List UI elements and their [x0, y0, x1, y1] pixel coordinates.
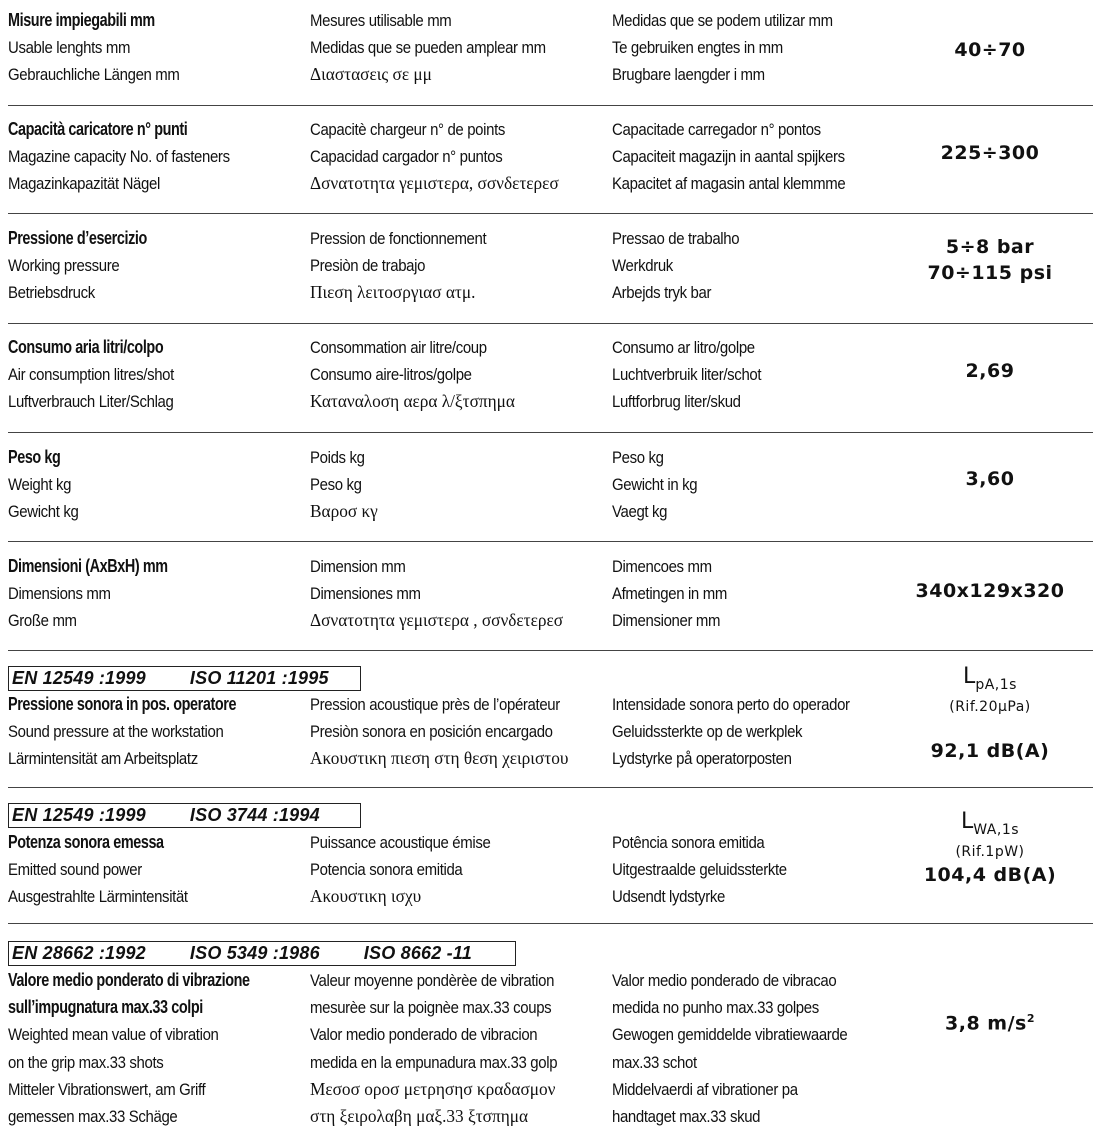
row-text: medida no punho max.33 golpes: [612, 998, 819, 1018]
french-spanish-greek-column: [310, 444, 610, 526]
row-title: Potenza sonora emessa: [8, 832, 164, 852]
row-text: Ausgestrahlte Lärmintensität: [8, 887, 188, 907]
spec-value: 40÷70: [954, 39, 1026, 61]
row-text: Luftverbrauch Liter/Schlag: [8, 392, 174, 412]
row-text: Mitteler Vibrationswert, am Griff: [8, 1079, 206, 1099]
italian-english-german-column: [8, 116, 308, 198]
row-text: Große mm: [8, 611, 77, 631]
row-text: Sound pressure at the workstation: [8, 722, 224, 742]
row-text: Werkdruk: [612, 256, 673, 276]
row-text: Consumo ar litro/golpe: [612, 338, 755, 357]
row-text: Lydstyrke på operatorposten: [612, 749, 792, 769]
french-spanish-greek-column: [310, 553, 610, 635]
standard-ref: ISO 8662 -11: [363, 943, 472, 963]
row-text: Presiòn de trabajo: [310, 256, 426, 276]
row-text: Working pressure: [8, 256, 120, 276]
italian-english-german-column: [8, 829, 308, 911]
row-text: Kapacitet af magasin antal klemmme: [612, 174, 846, 194]
row-divider: [8, 323, 1093, 324]
row-text: στη ξειρολαβη μαξ.33 ξτσπημα: [310, 1105, 529, 1126]
french-spanish-greek-column: [310, 334, 610, 416]
row-text: Afmetingen in mm: [612, 584, 727, 604]
row-text: Capaciteit magazijn in aantal spijkers: [612, 147, 845, 167]
row-title: Pressione sonora in pos. operatore: [8, 694, 237, 714]
portuguese-dutch-danish-column: [612, 444, 912, 526]
row-text: Intensidade sonora perto do operador: [612, 695, 850, 714]
row-text: Consommation air litre/coup: [310, 338, 487, 357]
row-text: Gebrauchliche Längen mm: [8, 65, 180, 85]
row-text: Vaegt kg: [612, 502, 668, 522]
italian-english-german-column: [8, 691, 308, 773]
row-divider: [8, 105, 1093, 106]
portuguese-dutch-danish-column: [612, 7, 912, 89]
spec-value: 104,4 dB(A): [923, 864, 1057, 886]
portuguese-dutch-danish-column: [612, 225, 912, 307]
row-text: Uitgestraalde geluidssterkte: [612, 860, 787, 880]
row-text: Dimensioner mm: [612, 611, 721, 631]
row-text: Medidas que se pueden amplear mm: [310, 38, 546, 58]
row-text: Consumo aire-litros/golpe: [310, 365, 472, 385]
row-text: Δσνατοτητα γεμιστερα, σσνδετερεσ: [310, 173, 559, 194]
spec-value: 340x129x320: [915, 580, 1065, 602]
row-text: Dimensiones mm: [310, 584, 421, 604]
row-text: gemessen max.33 Schäge: [8, 1106, 178, 1126]
row-text: Betriebsdruck: [8, 283, 95, 303]
unit-exponent: 2: [1026, 1012, 1035, 1025]
row-text: Udsendt lydstyrke: [612, 887, 725, 907]
row-title: Misure impiegabili mm: [8, 10, 155, 30]
standards-label: [8, 803, 361, 828]
row-divider: [8, 541, 1093, 542]
row-text: Gewicht kg: [8, 502, 79, 522]
french-spanish-greek-column: [310, 7, 610, 89]
row-text: Potência sonora emitida: [612, 833, 765, 852]
portuguese-dutch-danish-column: [612, 829, 912, 911]
row-text: Puissance acoustique émise: [310, 833, 491, 852]
row-text: Βαροσ κγ: [310, 501, 378, 522]
row-text: Weighted mean value of vibration: [8, 1025, 219, 1045]
italian-english-german-column: [8, 444, 308, 526]
row-text: Magazine capacity No. of fasteners: [8, 147, 230, 167]
row-text: Brugbare laengder i mm: [612, 65, 765, 85]
symbol-letter: L: [960, 809, 974, 834]
row-text: Διαστασεις σε μμ: [310, 64, 432, 85]
row-text: medida en la empunadura max.33 golp: [310, 1052, 558, 1072]
row-text: Usable lenghts mm: [8, 38, 131, 58]
row-text: Dimensions mm: [8, 584, 111, 604]
row-text: max.33 schot: [612, 1052, 697, 1072]
vibration-value: [910, 1012, 1070, 1034]
row-divider: [8, 432, 1093, 433]
spec-value: 2,69: [965, 360, 1015, 382]
row-text: Valeur moyenne pondèrèe de vibration: [310, 971, 555, 990]
row-title: Dimensioni (AxBxH) mm: [8, 556, 168, 576]
french-spanish-greek-column: [310, 225, 610, 307]
row-text: Pressao de trabalho: [612, 229, 740, 248]
french-spanish-greek-column: [310, 691, 610, 773]
row-text: Luftforbrug liter/skud: [612, 392, 741, 412]
row-text: Arbejds tryk bar: [612, 283, 712, 303]
row-title: Capacità caricatore n° punti: [8, 119, 188, 139]
sound-pressure-symbol: [910, 664, 1070, 693]
symbol-subscript: WA,1s: [973, 822, 1020, 838]
standards-label: [8, 941, 516, 966]
row-text: Ακουστικη ισχυ: [310, 886, 422, 907]
row-title: Consumo aria litri/colpo: [8, 337, 164, 357]
italian-english-german-column: [8, 225, 308, 307]
portuguese-dutch-danish-column: [612, 967, 912, 1130]
row-text: Emitted sound power: [8, 860, 142, 880]
italian-english-german-column: [8, 7, 308, 89]
spec-value: 225÷300: [940, 142, 1040, 164]
row-text: Te gebruiken engtes in mm: [612, 38, 783, 58]
portuguese-dutch-danish-column: [612, 116, 912, 198]
portuguese-dutch-danish-column: [612, 691, 912, 773]
spec-value: 70÷115 psi: [927, 262, 1053, 284]
row-text: Potencia sonora emitida: [310, 860, 463, 880]
row-title: sull’impugnatura max.33 colpi: [8, 997, 203, 1018]
row-text: Middelvaerdi af vibrationer pa: [612, 1079, 798, 1099]
row-text: Καταναλοση αερα λ/ξτσπημα: [310, 391, 515, 412]
row-text: Valor medio ponderado de vibracion: [310, 1025, 538, 1045]
italian-english-german-column: [8, 967, 308, 1130]
symbol-subscript: pA,1s: [975, 677, 1017, 693]
row-text: Magazinkapazität Nägel: [8, 174, 160, 194]
row-text: mesurèe sur la poignèe max.33 coups: [310, 998, 552, 1018]
sound-power-symbol: [910, 809, 1070, 838]
row-text: handtaget max.33 skud: [612, 1106, 761, 1126]
row-text: Weight kg: [8, 475, 72, 495]
spec-value: 5÷8 bar: [945, 236, 1035, 258]
row-text: Mesures utilisable mm: [310, 11, 452, 30]
row-divider: [8, 213, 1093, 214]
row-divider: [8, 923, 1093, 924]
standard-ref: EN 28662 :1992: [12, 943, 146, 963]
row-text: Gewogen gemiddelde vibratiewaarde: [612, 1025, 848, 1045]
french-spanish-greek-column: [310, 116, 610, 198]
standard-ref: EN 12549 :1999: [12, 805, 146, 825]
italian-english-german-column: [8, 334, 308, 416]
standard-ref: ISO 11201 :1995: [189, 668, 329, 688]
spec-value: 3,60: [965, 468, 1015, 490]
row-text: on the grip max.33 shots: [8, 1052, 164, 1072]
row-text: Pression de fonctionnement: [310, 229, 487, 248]
row-text: Peso kg: [612, 448, 664, 467]
row-text: Lärmintensität am Arbeitsplatz: [8, 749, 198, 769]
row-text: Capacitade carregador n° pontos: [612, 120, 821, 139]
row-text: Δσνατοτητα γεμιστερα , σσνδετερεσ: [310, 610, 564, 631]
italian-english-german-column: [8, 553, 308, 635]
french-spanish-greek-column: [310, 967, 610, 1130]
standard-ref: ISO 5349 :1986: [189, 943, 320, 963]
row-text: Geluidssterkte op de werkplek: [612, 722, 803, 742]
french-spanish-greek-column: [310, 829, 610, 911]
portuguese-dutch-danish-column: [612, 334, 912, 416]
row-divider: [8, 650, 1093, 651]
standard-ref: EN 12549 :1999: [12, 668, 146, 688]
row-text: Pression acoustique près de l’opérateur: [310, 695, 560, 714]
row-title: Valore medio ponderato di vibrazione: [8, 970, 250, 990]
reference-value: (Rif.1pW): [955, 844, 1025, 860]
row-text: Air consumption litres/shot: [8, 365, 174, 385]
row-text: Medidas que se podem utilizar mm: [612, 11, 833, 30]
row-text: Πιεση λειτοσργιασ ατμ.: [310, 282, 476, 303]
standard-ref: ISO 3744 :1994: [189, 805, 320, 825]
row-text: Dimension mm: [310, 557, 406, 576]
reference-value: (Rif.20μPa): [949, 699, 1031, 715]
row-text: Μεσοσ οροσ μετρησησ κραδασμον: [310, 1078, 556, 1099]
portuguese-dutch-danish-column: [612, 553, 912, 635]
row-title: Pressione d’esercizio: [8, 228, 147, 248]
row-text: Ακουστικη πιεση στη θεση χειριστου: [310, 748, 569, 769]
row-text: Presiòn sonora en posición encargado: [310, 722, 553, 742]
standards-label: [8, 666, 361, 691]
row-text: Peso kg: [310, 475, 362, 495]
row-divider: [8, 787, 1093, 788]
symbol-letter: L: [963, 664, 976, 689]
spec-value: 3,8 m/s: [945, 1012, 1027, 1035]
row-text: Poids kg: [310, 448, 365, 467]
row-title: Peso kg: [8, 447, 61, 467]
row-text: Capacidad cargador n° puntos: [310, 147, 503, 167]
row-text: Capacitè chargeur n° de points: [310, 120, 506, 139]
row-text: Dimencoes mm: [612, 557, 712, 576]
spec-value: 92,1 dB(A): [930, 740, 1050, 762]
row-text: Gewicht in kg: [612, 475, 698, 495]
row-text: Valor medio ponderado de vibracao: [612, 971, 837, 990]
row-text: Luchtverbruik liter/schot: [612, 365, 762, 385]
